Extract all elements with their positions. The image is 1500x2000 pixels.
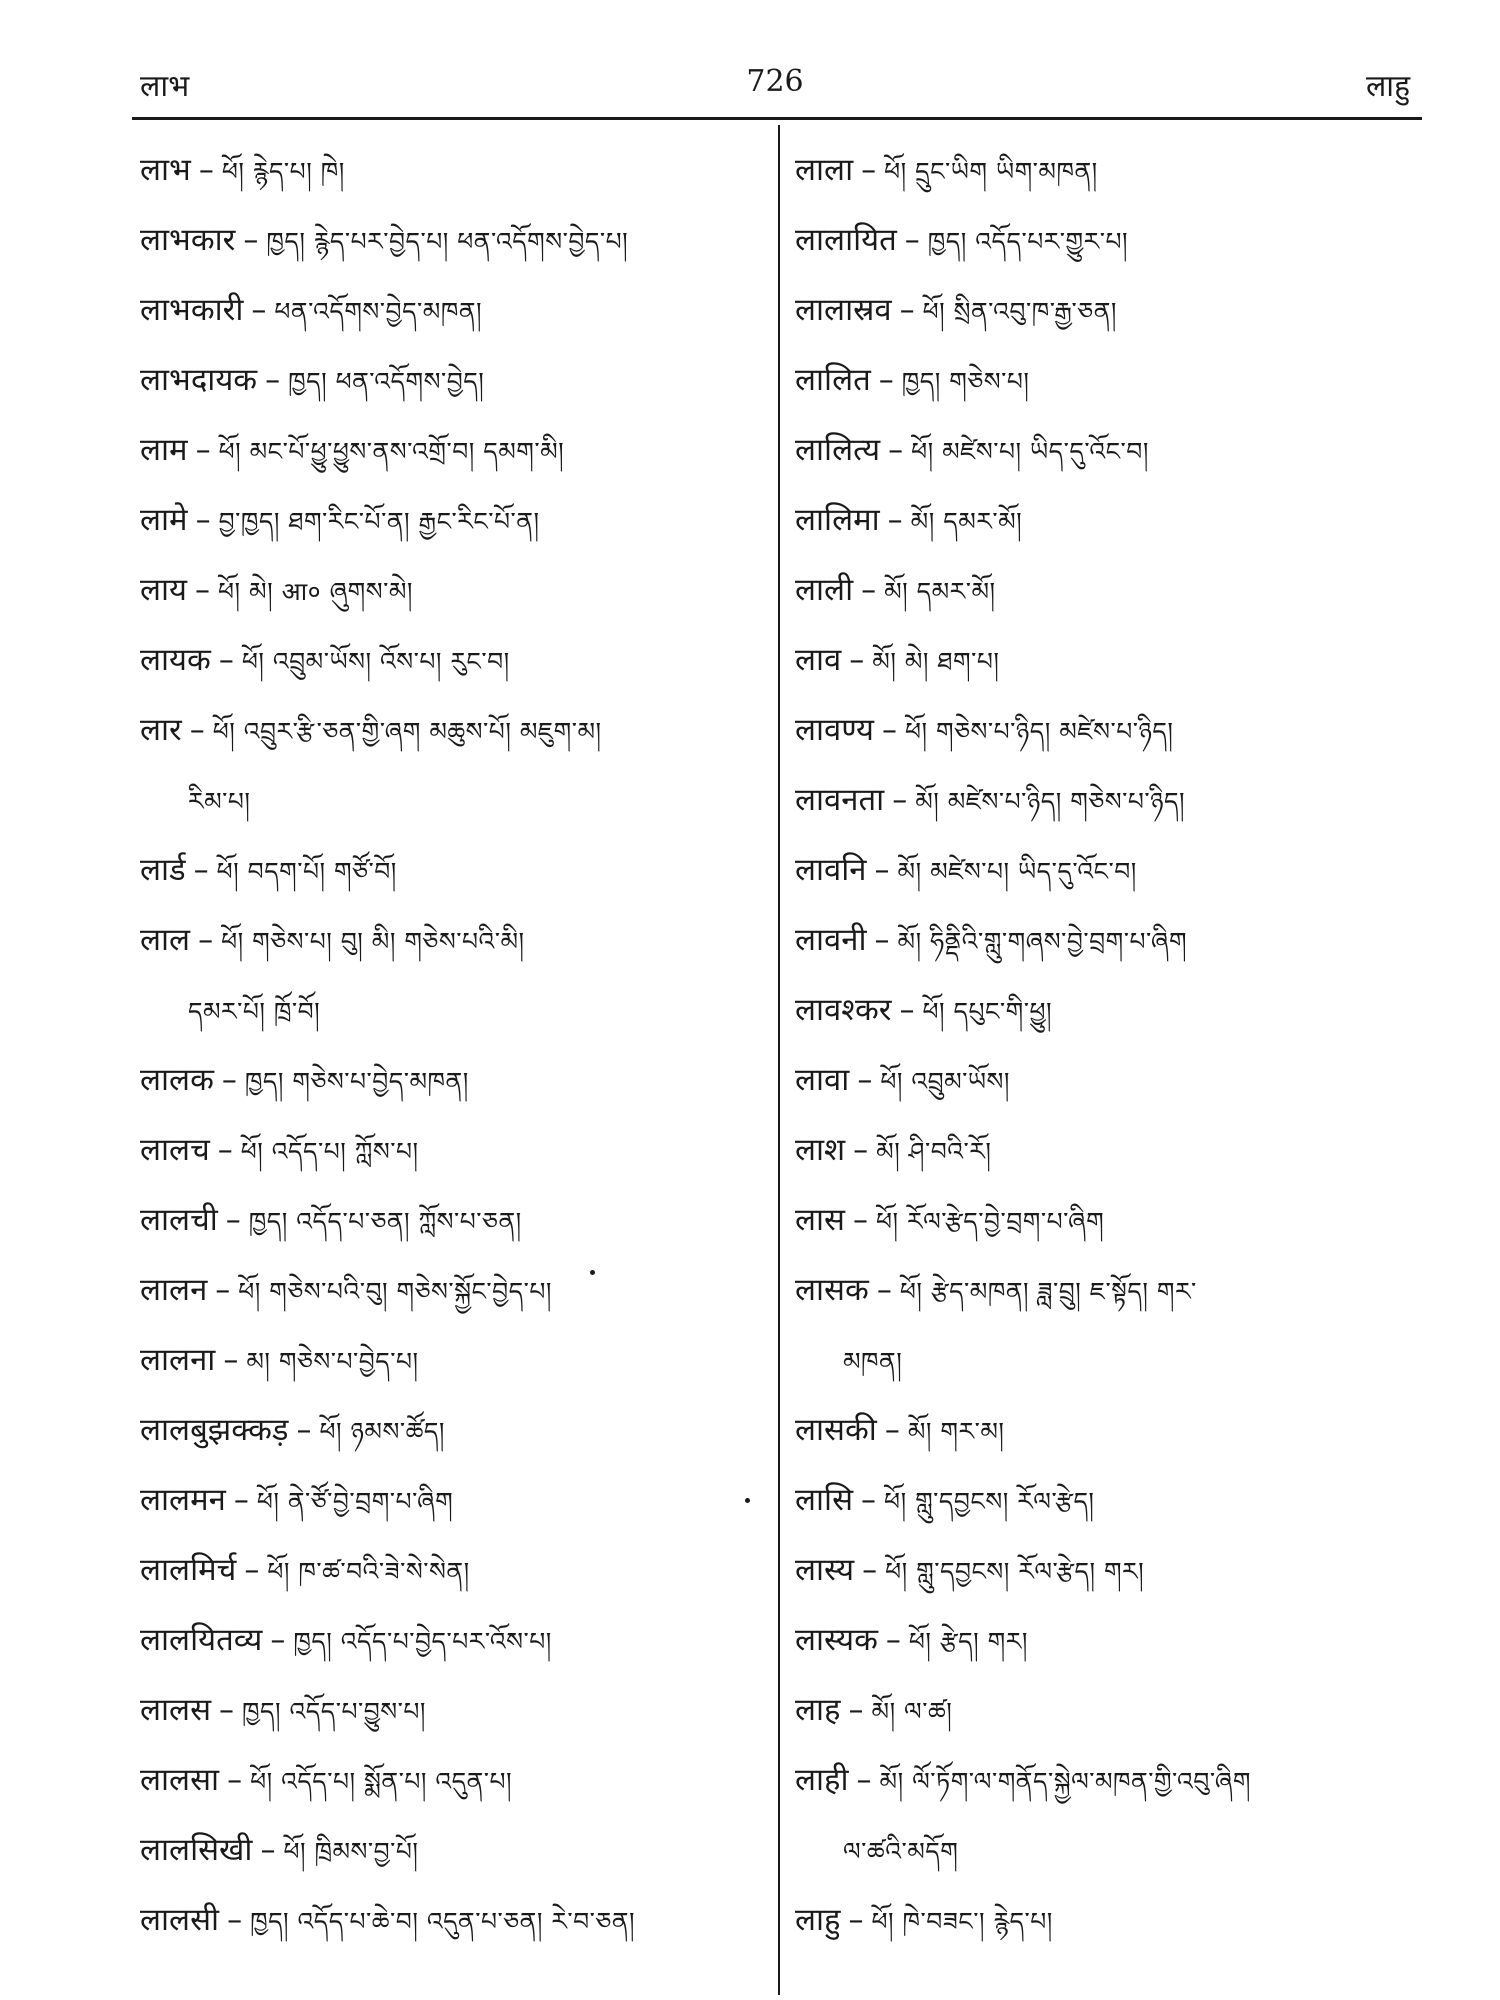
page-header [140,64,1410,114]
dictionary-entry [140,1536,760,1606]
entry-dash: – [217,1133,233,1168]
entry-definition: མོ། དམར་མོ། [884,577,996,606]
entry-dash: – [861,1483,877,1518]
entry-headword: लावण्य [795,712,874,748]
entry-dash: – [215,1273,231,1308]
entry-definition: ཕོ། འབྲུམ་ཡོས། [880,1067,1010,1096]
entry-definition: ཁྱད། འདོད་པ་ཅན། ཀློས་པ་ཅན། [248,1207,522,1236]
entry-headword: लालन [140,1272,208,1308]
dictionary-entry [795,136,1435,206]
entry-definition: ཕོ། འབྲུམ་ཡོས། འོས་པ། རུང་བ། [241,647,510,676]
entry-definition: ཕོ། ཁྲིམས་བྱ་པོ། [283,1837,419,1866]
entry-dash: – [296,1413,312,1448]
entry-definition: ཕོ། གཅེས་པ་ཉིད། མཛེས་པ་ཉིད། [905,717,1174,746]
entry-dash: – [244,1553,260,1588]
entry-headword: लाली [795,572,854,608]
entry-definition: མོ། ལ་ཚ། [871,1697,953,1726]
entry-headword: लास्य [795,1552,855,1588]
entry-dash: – [270,1623,286,1658]
entry-definition: ཁྱད། གཅེས་པ་བྱེད་མཁན། [244,1067,469,1096]
entry-headword: लालच [140,1132,210,1168]
entry-definition: དམར་པོ། ཁྲོ་བོ། [188,997,321,1026]
entry-definition: མོ། མཛེས་པ་ཉིད། གཅེས་པ་ཉིད། [915,787,1186,816]
dictionary-entry [140,1606,760,1676]
dictionary-entry [795,766,1435,836]
dictionary-entry [140,1326,760,1396]
entry-dash: – [853,1133,869,1168]
entry-definition-continuation [140,976,760,1046]
header-first-headword: लाभ [140,69,190,104]
entry-headword: लाल [140,922,191,958]
entry-dash: – [193,853,209,888]
entry-headword: लाभ [140,152,191,188]
column-divider [778,125,780,1995]
entry-dash: – [876,1273,892,1308]
entry-dash: – [884,1413,900,1448]
dictionary-entry [140,1886,760,1956]
entry-dash: – [853,1203,869,1238]
entry-definition: ཕོ། ཁེ་བཟང་། རྙེད་པ། [871,1907,1053,1936]
entry-headword: लालबुझक्कड़ [140,1412,289,1448]
entry-headword: लाव [795,642,842,678]
entry-definition: མོ། ཤི་བའི་རོ། [876,1137,992,1166]
entry-dash: – [223,1343,239,1378]
entry-dash: – [227,1903,243,1938]
entry-definition: ལ་ཚའི་མདོག [843,1837,959,1866]
entry-definition: ཁྱད། འདོད་པར་གྱུར་པ། [927,227,1129,256]
entry-definition: ཕོ། དྲུང་ཡིག ཡིག་མཁན། [884,157,1098,186]
dictionary-entry [795,1396,1435,1466]
entry-dash: – [904,223,920,258]
dictionary-entry [140,626,760,696]
dictionary-entry [140,416,760,486]
entry-definition: ཕོ། གཅེས་པ། བུ། མི། གཅེས་པའི་མི། [221,927,525,956]
dictionary-entry [795,1606,1435,1676]
entry-dash: – [882,713,897,748]
header-rule [132,117,1422,120]
stray-mark [590,1270,595,1275]
entry-definition: ཕོ། མེ། आ० ཞུགས་མེ། [218,577,413,606]
entry-dash: – [260,1833,276,1868]
right-column [795,136,1435,1956]
dictionary-entry [795,1256,1435,1326]
entry-definition: ཕོ། འདོད་པ། སྨོན་པ། འདུན་པ། [250,1767,513,1796]
dictionary-entry [795,1676,1435,1746]
entry-headword: लालस [140,1692,212,1728]
entry-headword: लाश [795,1132,846,1168]
entry-definition: མཁན། [843,1347,903,1376]
entry-dash: – [225,1203,241,1238]
entry-dash: – [899,993,915,1028]
entry-definition-continuation [795,1816,1435,1886]
dictionary-entry [795,206,1435,276]
entry-headword: लाभदायक [140,362,258,398]
entry-dash: – [198,923,214,958]
entry-headword: लालित्य [795,432,881,468]
entry-headword: लाम [140,432,188,468]
entry-dash: – [195,433,211,468]
entry-definition: ཁྱད། རྙེད་པར་བྱེད་པ། ཕན་འདོགས་བྱེད་པ། [266,227,629,256]
dictionary-entry [795,906,1435,976]
entry-dash: – [251,293,267,328]
dictionary-entry [140,1256,760,1326]
entry-definition: ཁྱད། འདོད་པ་ཆེ་བ། འདུན་པ་ཅན། རེ་བ་ཅན། [250,1907,636,1936]
entry-definition: ཕོ། འབྲུར་རྩི་ཅན་གྱི་ཞག མཆུས་པོ། མཇུག་མ། [212,717,602,746]
dictionary-entry [140,1396,760,1466]
entry-dash: – [861,153,877,188]
entry-headword: लालसी [140,1902,220,1938]
entry-definition: ཕོ། བདག་པོ། གཙོ་བོ། [216,857,397,886]
dictionary-entry [140,206,760,276]
entry-headword: लार [140,712,182,748]
entry-definition: མོ། གར་མ། [907,1417,1005,1446]
entry-headword: लालची [140,1202,218,1238]
dictionary-entry [140,1466,760,1536]
entry-dash: – [219,1693,235,1728]
dictionary-entry [140,276,760,346]
dictionary-entry [795,1886,1435,1956]
entry-dash: – [899,293,915,328]
dictionary-entry [795,1116,1435,1186]
entry-definition: ཕོ། གླུ་དབྱངས། རོལ་རྩེད། [884,1487,1095,1516]
dictionary-entry [795,696,1435,766]
dictionary-entry [795,1466,1435,1536]
entry-headword: लावश्कर [795,992,892,1028]
entry-definition: མོ། མེ། ཐག་པ། [872,647,1000,676]
entry-dash: – [874,853,890,888]
header-last-headword: लाहु [1365,69,1410,104]
entry-definition: མོ། ཧིནྡིའི་གླུ་གཞས་བྱེ་བྲག་པ་ཞིག [897,927,1188,956]
dictionary-entry [795,976,1435,1046]
dictionary-entry [140,346,760,416]
entry-definition: ཕོ། མང་པོ་ཕྱུ་ཕྱུས་ནས་འགྲོ་བ། དམག་མི། [218,437,565,466]
entry-headword: लालिमा [795,502,880,538]
entry-dash: – [221,1063,237,1098]
dictionary-entry [795,556,1435,626]
entry-headword: लासक [795,1272,869,1308]
entry-dash: – [189,713,205,748]
entry-headword: लाय [140,572,188,608]
entry-definition: ཕོ། སྲིན་འབུ་ཁ་རྒྱ་ཅན། [922,297,1117,326]
entry-dash: – [861,573,877,608]
entry-headword: लावनता [795,782,885,818]
entry-dash: – [887,503,903,538]
dictionary-entry [795,836,1435,906]
entry-headword: लाभकार [140,222,236,258]
entry-definition: མོ། དམར་མོ། [910,507,1023,536]
dictionary-entry [795,346,1435,416]
entry-headword: लाभकारी [140,292,244,328]
dictionary-entry [795,416,1435,486]
entry-dash: – [862,1553,878,1588]
entry-headword: लालक [140,1062,214,1098]
entry-definition: ཕོ། ཉམས་ཚོད། [319,1417,445,1446]
entry-definition: ཕན་འདོགས་བྱེད་མཁན། [274,297,483,326]
entry-dash: – [265,363,281,398]
entry-definition: ཁྱད། ཕན་འདོགས་བྱེད། [288,367,485,396]
dictionary-entry [795,276,1435,346]
entry-dash: – [849,643,865,678]
left-column [140,136,760,1956]
dictionary-entry [795,1186,1435,1256]
entry-definition: རིམ་པ། [188,787,251,816]
entry-definition: ཁྱད། གཅེས་པ། [901,367,1030,396]
dictionary-entry [795,1046,1435,1116]
dictionary-entry [140,486,760,556]
stray-mark [745,1498,750,1503]
entry-definition: ཕོ། རོལ་རྩེད་བྱེ་བྲག་པ་ཞིག [876,1207,1105,1236]
entry-definition-continuation [795,1326,1435,1396]
dictionary-entry [140,556,760,626]
entry-headword: लार्ड [140,852,186,888]
entry-definition: ཕོ། ཁ་ཚ་བའི་ཟེ་སེ་སེན། [267,1557,470,1586]
entry-dash: – [848,1903,864,1938]
entry-definition: ཕོ། མཛེས་པ། ཡིད་དུ་འོང་བ། [911,437,1149,466]
entry-dash: – [874,923,890,958]
entry-definition: མོ། མཛེས་པ། ཡིད་དུ་འོང་བ། [897,857,1137,886]
dictionary-entry [140,696,760,766]
page-number: 726 [746,64,804,99]
entry-headword: लाह [795,1692,841,1728]
entry-headword: लास्यक [795,1622,878,1658]
entry-dash: – [198,153,214,188]
entry-definition: ཕོ། གླུ་དབྱངས། རོལ་རྩེད། གར། [885,1557,1145,1586]
entry-headword: लालास्रव [795,292,892,328]
entry-dash: – [195,503,211,538]
dictionary-entry [140,1816,760,1886]
entry-headword: लावनि [795,852,867,888]
entry-definition-continuation [140,766,760,836]
entry-dash: – [243,223,259,258]
entry-headword: लालयितव्य [140,1622,263,1658]
dictionary-entry [140,836,760,906]
entry-dash: – [233,1483,249,1518]
entry-definition: མོ། ལོ་ཏོག་ལ་གནོད་སྐྱེལ་མཁན་གྱི་འབུ་ཞིག [879,1767,1251,1796]
entry-dash: – [885,1623,901,1658]
entry-headword: लालसिखी [140,1832,253,1868]
entry-headword: लाहु [795,1902,841,1938]
entry-headword: लाही [795,1762,849,1798]
entry-headword: लालमिर्च [140,1552,237,1588]
entry-definition: ཕོ། ནེ་ཙོ་བྱེ་བྲག་པ་ཞིག [256,1487,454,1516]
entry-definition: ཕོ། རྩེད་མཁན། ཟླ་བྲུ། ཇ་སྟོད། གར་ [899,1277,1197,1306]
dictionary-entry [795,626,1435,696]
entry-dash: – [878,363,894,398]
entry-headword: लायक [140,642,211,678]
entry-definition: ཕོ། རྙེད་པ། ཁེ། [221,157,345,186]
entry-headword: लामे [140,502,188,538]
entry-dash: – [227,1763,243,1798]
entry-dash: – [218,643,234,678]
dictionary-entry [140,906,760,976]
dictionary-entry [795,486,1435,556]
dictionary-entry [140,1046,760,1116]
entry-dash: – [892,783,908,818]
entry-headword: लालसा [140,1762,220,1798]
entry-dash: – [848,1693,864,1728]
entry-headword: लालायित [795,222,897,258]
entry-headword: लास [795,1202,846,1238]
dictionary-entry [140,1676,760,1746]
entry-headword: लालमन [140,1482,226,1518]
dictionary-entry [140,1116,760,1186]
entry-definition: ཕོ། གཅེས་པའི་བུ། གཅེས་སྐྱོང་བྱེད་པ། [238,1277,552,1306]
entry-headword: लालित [795,362,871,398]
entry-definition: ཁྱད། འདོད་པ་བྱུས་པ། [242,1697,426,1726]
dictionary-entry [140,1746,760,1816]
entry-definition: ཕོ། འདོད་པ། ཀློས་པ། [240,1137,419,1166]
dictionary-entry [795,1746,1435,1816]
entry-headword: लासि [795,1482,854,1518]
entry-dash: – [888,433,904,468]
entry-dash: – [195,573,211,608]
entry-definition: ཁྱད། འདོད་པ་བྱེད་པར་འོས་པ། [293,1627,552,1656]
entry-headword: लाला [795,152,854,188]
entry-definition: བྱ་ཁྱད། ཐག་རིང་པོ་ན། རྒྱང་རིང་པོ་ན། [218,507,540,536]
entry-definition: ཕོ། དཔུང་གི་ཕྱུ། [922,997,1053,1026]
dictionary-entry [140,1186,760,1256]
entry-definition: མ། གཅེས་པ་བྱེད་པ། [246,1347,419,1376]
entry-dash: – [856,1763,872,1798]
entry-dash: – [857,1063,873,1098]
dictionary-entry [140,136,760,206]
entry-definition: ཕོ། རྩེད། གར། [908,1627,1028,1656]
entry-headword: लावनी [795,922,867,958]
entry-headword: लासकी [795,1412,877,1448]
entry-headword: लावा [795,1062,850,1098]
entry-headword: लालना [140,1342,216,1378]
dictionary-entry [795,1536,1435,1606]
